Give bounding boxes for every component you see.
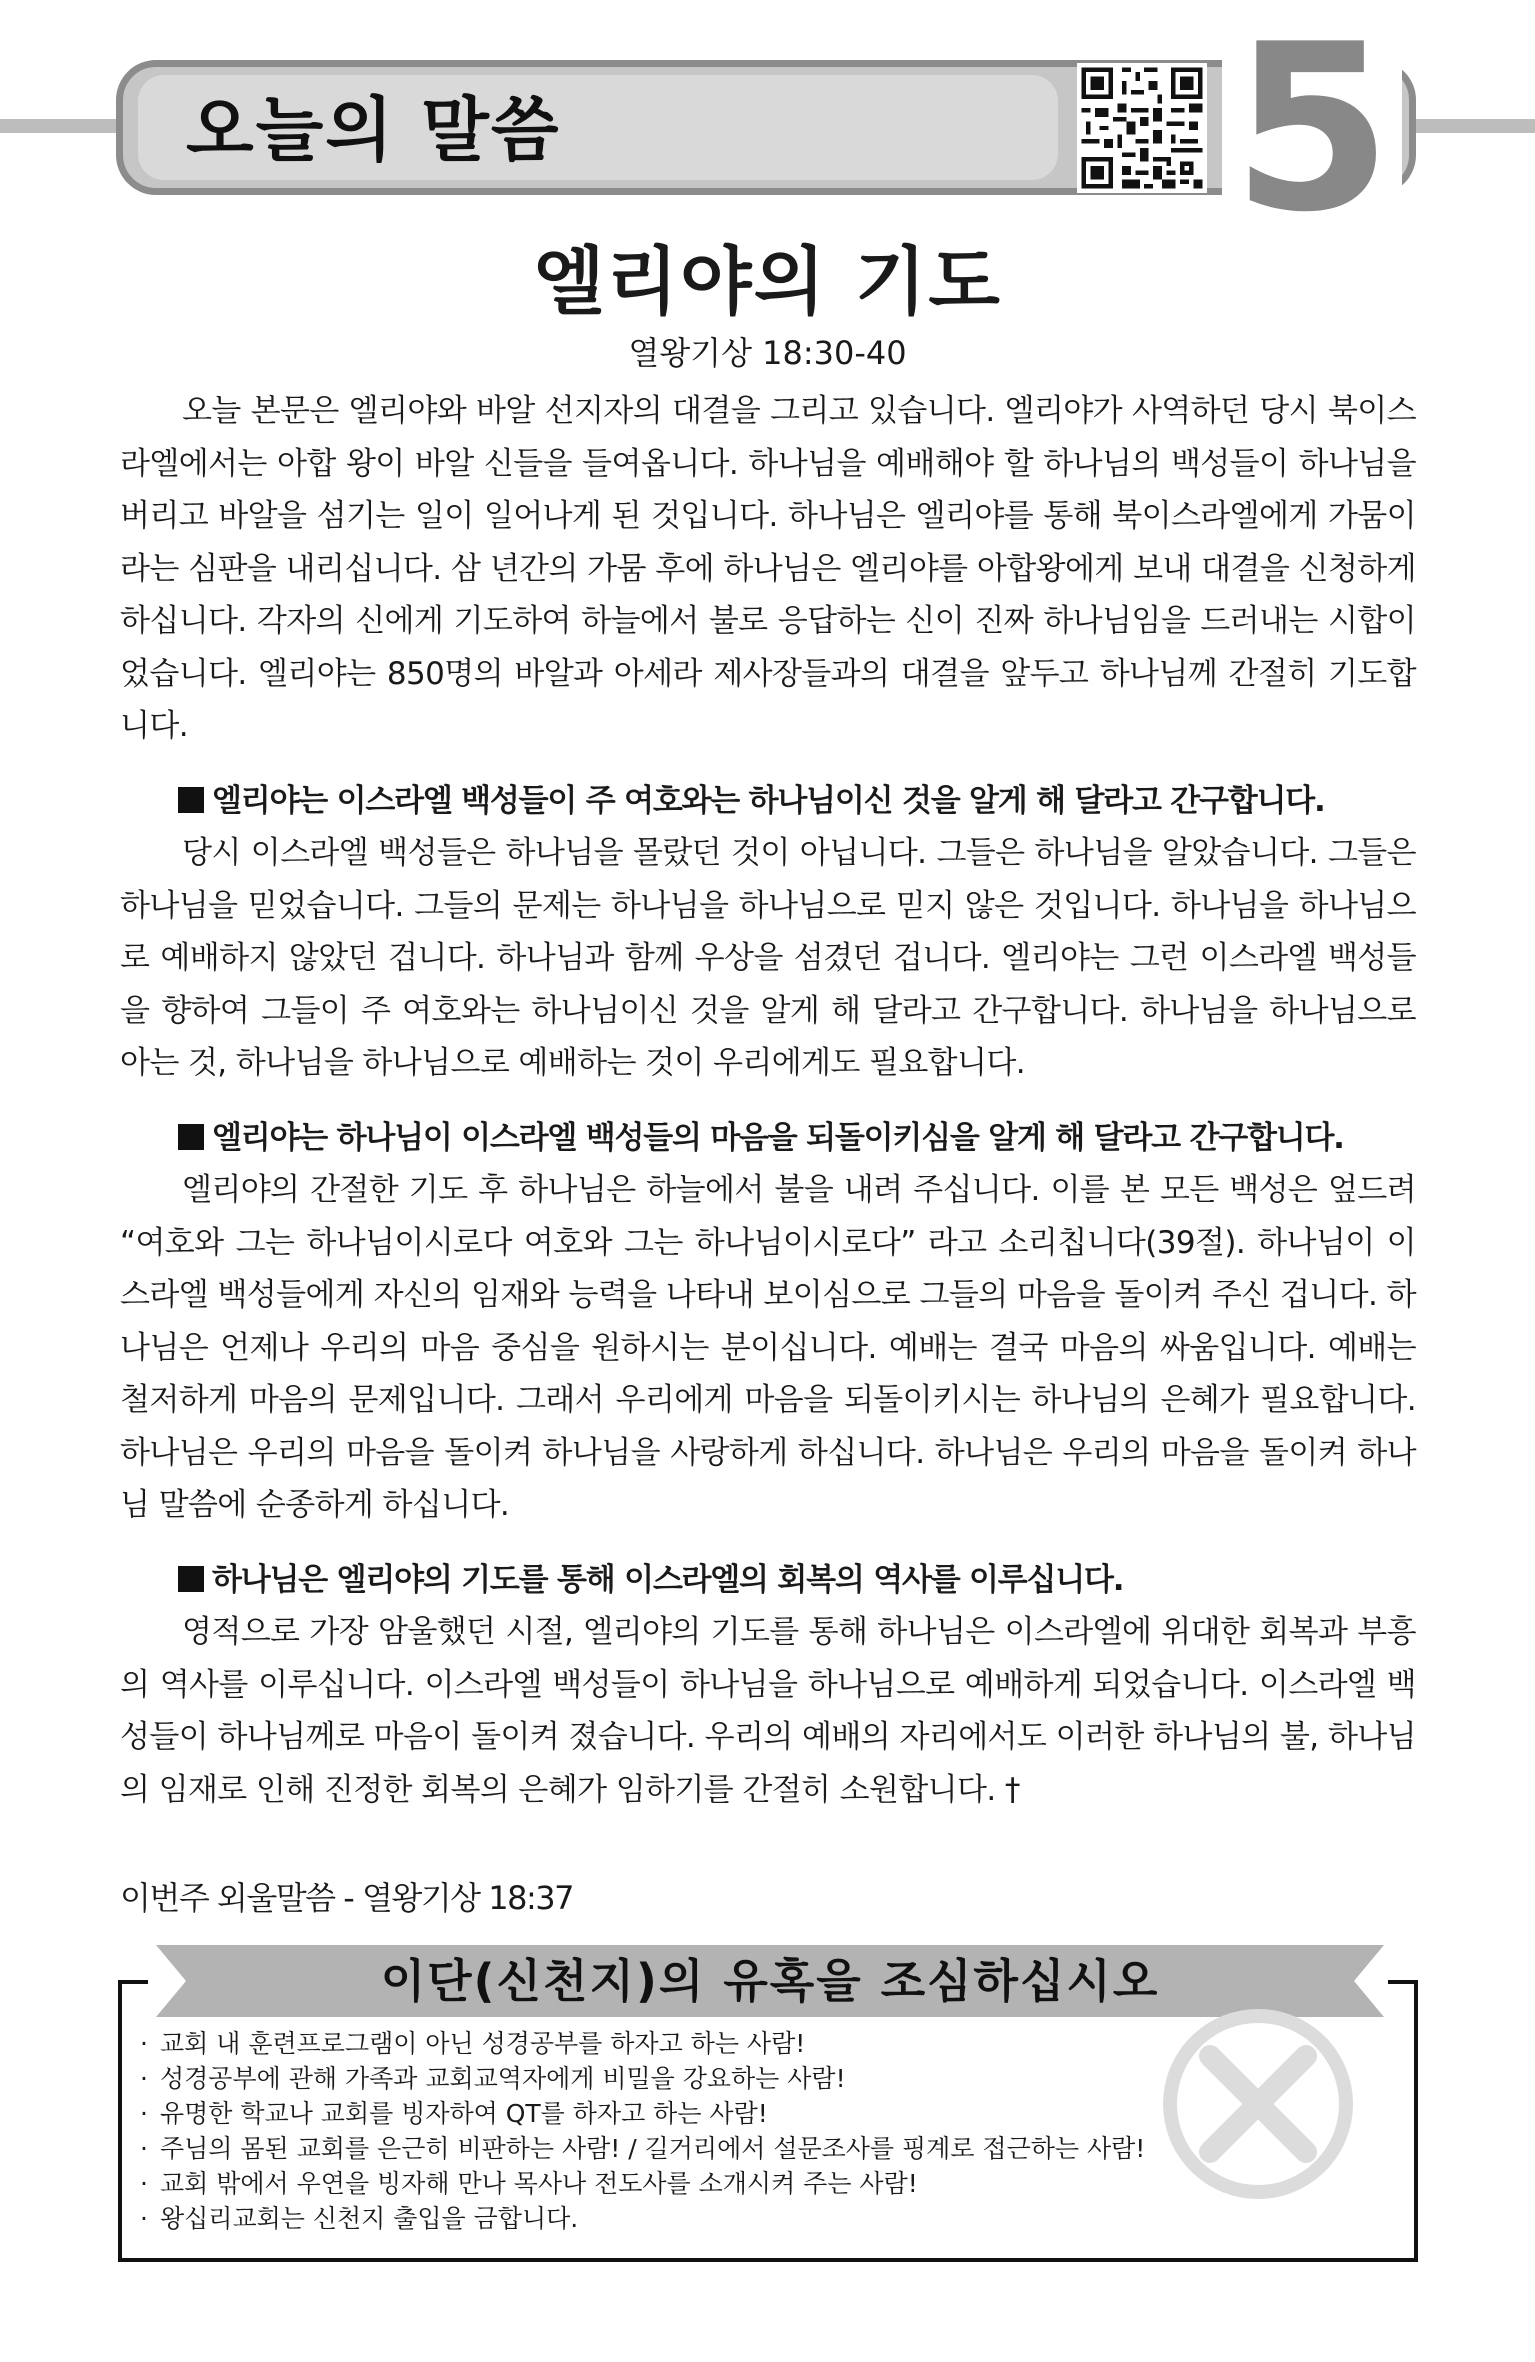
square-bullet-icon <box>178 787 204 813</box>
section-heading-1 <box>120 775 1416 828</box>
section-title: 오늘의 말씀 <box>186 89 561 171</box>
page-number: 5 <box>1231 0 1393 263</box>
section-heading-1-text: 엘리야는 이스라엘 백성들이 주 여호와는 하나님이신 것을 알게 해 달라고 간구합니다. <box>212 782 1325 819</box>
square-bullet-icon <box>178 1124 204 1150</box>
section-heading-2-text: 엘리야는 하나님이 이스라엘 백성들의 마음을 되돌이키심을 알게 해 달라고 간구합니다. <box>212 1119 1344 1156</box>
intro-paragraph: 오늘 본문은 엘리야와 바알 선지자의 대결을 그리고 있습니다. 엘리야가 사역하던 당시 북이스라엘에서는 아합 왕이 바알 신들을 들여옵니다. 하나님을 예배해야 할 하나님의 백성들이 하나님을 버리고 바알을 섬기는 일이 일어나게 된 것입니다. 하나님은 엘리야를 통해 북이스라엘에게 가뭄이라는 심판을 내리십니다. 삼 년간의 가뭄 후에 하나님은 엘리야를 아합왕에게 보내 대결을 신청하게 하십니다. 각자의 신에게 기도하여 하늘에서 불로 응답하는 신이 진짜 하나님임을 드러내는 시합이었습니다. 엘리야는 850명의 바알과 아세라 제사장들과의 대결을 앞두고 하나님께 간절히 기도합니다. <box>120 393 1416 744</box>
list-item: · 교회 내 훈련프로그램이 아닌 성경공부를 하자고 하는 사람! <box>140 2029 806 2058</box>
section-body-1: 당시 이스라엘 백성들은 하나님을 몰랐던 것이 아닙니다. 그들은 하나님을 알았습니다. 그들은 하나님을 믿었습니다. 그들의 문제는 하나님을 하나님으로 믿지 않은 것입니다. 하나님을 하나님으로 예배하지 않았던 겁니다. 하나님과 함께 우상을 섬겼던 겁니다. 엘리야는 그런 이스라엘 백성들을 향하여 그들이 주 여호와는 하나님이신 것을 알게 해 달라고 간구합니다. 하나님을 하나님으로 아는 것, 하나님을 하나님으로 예배하는 것이 우리에게도 필요합니다. <box>120 835 1417 1081</box>
list-item: · 유명한 학교나 교회를 빙자하여 QT를 하자고 하는 사람! <box>140 2099 768 2128</box>
warning-box-corner-right <box>1388 1980 1418 1984</box>
list-item: · 주님의 몸된 교회를 은근히 비판하는 사람! / 길거리에서 설문조사를 핑계로 접근하는 사람! <box>140 2134 1146 2163</box>
sermon-title: 엘리야의 기도 <box>533 239 1002 325</box>
section-body-3: 영적으로 가장 암울했던 시절, 엘리야의 기도를 통해 하나님은 이스라엘에 위대한 회복과 부흥의 역사를 이루십니다. 이스라엘 백성들이 하나님을 하나님으로 예배하게 되었습니다. 이스라엘 백성들이 하나님께로 마음이 돌이켜 졌습니다. 우리의 예배의 자리에서도 이러한 하나님의 불, 하나님의 임재로 인해 진정한 회복의 은혜가 임하기를 간절히 소원합니다. † <box>120 1614 1416 1808</box>
qr-code-icon[interactable] <box>1077 63 1207 193</box>
warning-list <box>140 2026 1290 2236</box>
section-body-2: 엘리야의 간절한 기도 후 하나님은 하늘에서 불을 내려 주십니다. 이를 본 모든 백성은 엎드려 “여호와 그는 하나님이시로다 여호와 그는 하나님이시로다” 라고 소리칩니다(39절). 하나님이 이스라엘 백성들에게 자신의 임재와 능력을 나타내 보이심으로 그들의 마음을 돌이켜 주신 겁니다. 하나님은 언제나 우리의 마음 중심을 원하시는 분이십니다. 예배는 결국 마음의 싸움입니다. 예배는 철저하게 마음의 문제입니다. 그래서 우리에게 마음을 되돌이키시는 하나님의 은혜가 필요합니다. 하나님은 우리의 마음을 돌이켜 하나님을 사랑하게 하십니다. 하나님은 우리의 마음을 돌이켜 하나님 말씀에 순종하게 하십니다. <box>120 1172 1416 1523</box>
list-item: · 교회 밖에서 우연을 빙자해 만나 목사나 전도사를 소개시켜 주는 사람! <box>140 2169 918 2198</box>
warning-box-corner-left <box>118 1980 148 1984</box>
section-heading-2 <box>120 1112 1416 1165</box>
sermon-body <box>120 385 1416 1816</box>
square-bullet-icon <box>178 1566 204 1592</box>
list-item: · 왕십리교회는 신천지 출입을 금합니다. <box>140 2204 579 2233</box>
warning-title: 이단(신천지)의 유혹을 조심하십시오 <box>380 1954 1160 2008</box>
memory-verse: 이번주 외울말씀 - 열왕기상 18:37 <box>120 1879 573 1917</box>
scripture-reference: 열왕기상 18:30-40 <box>628 334 907 372</box>
section-heading-3 <box>120 1554 1416 1607</box>
list-item: · 성경공부에 관해 가족과 교회교역자에게 비밀을 강요하는 사람! <box>140 2064 846 2093</box>
section-heading-3-text: 하나님은 엘리야의 기도를 통해 이스라엘의 회복의 역사를 이루십니다. <box>212 1561 1124 1598</box>
